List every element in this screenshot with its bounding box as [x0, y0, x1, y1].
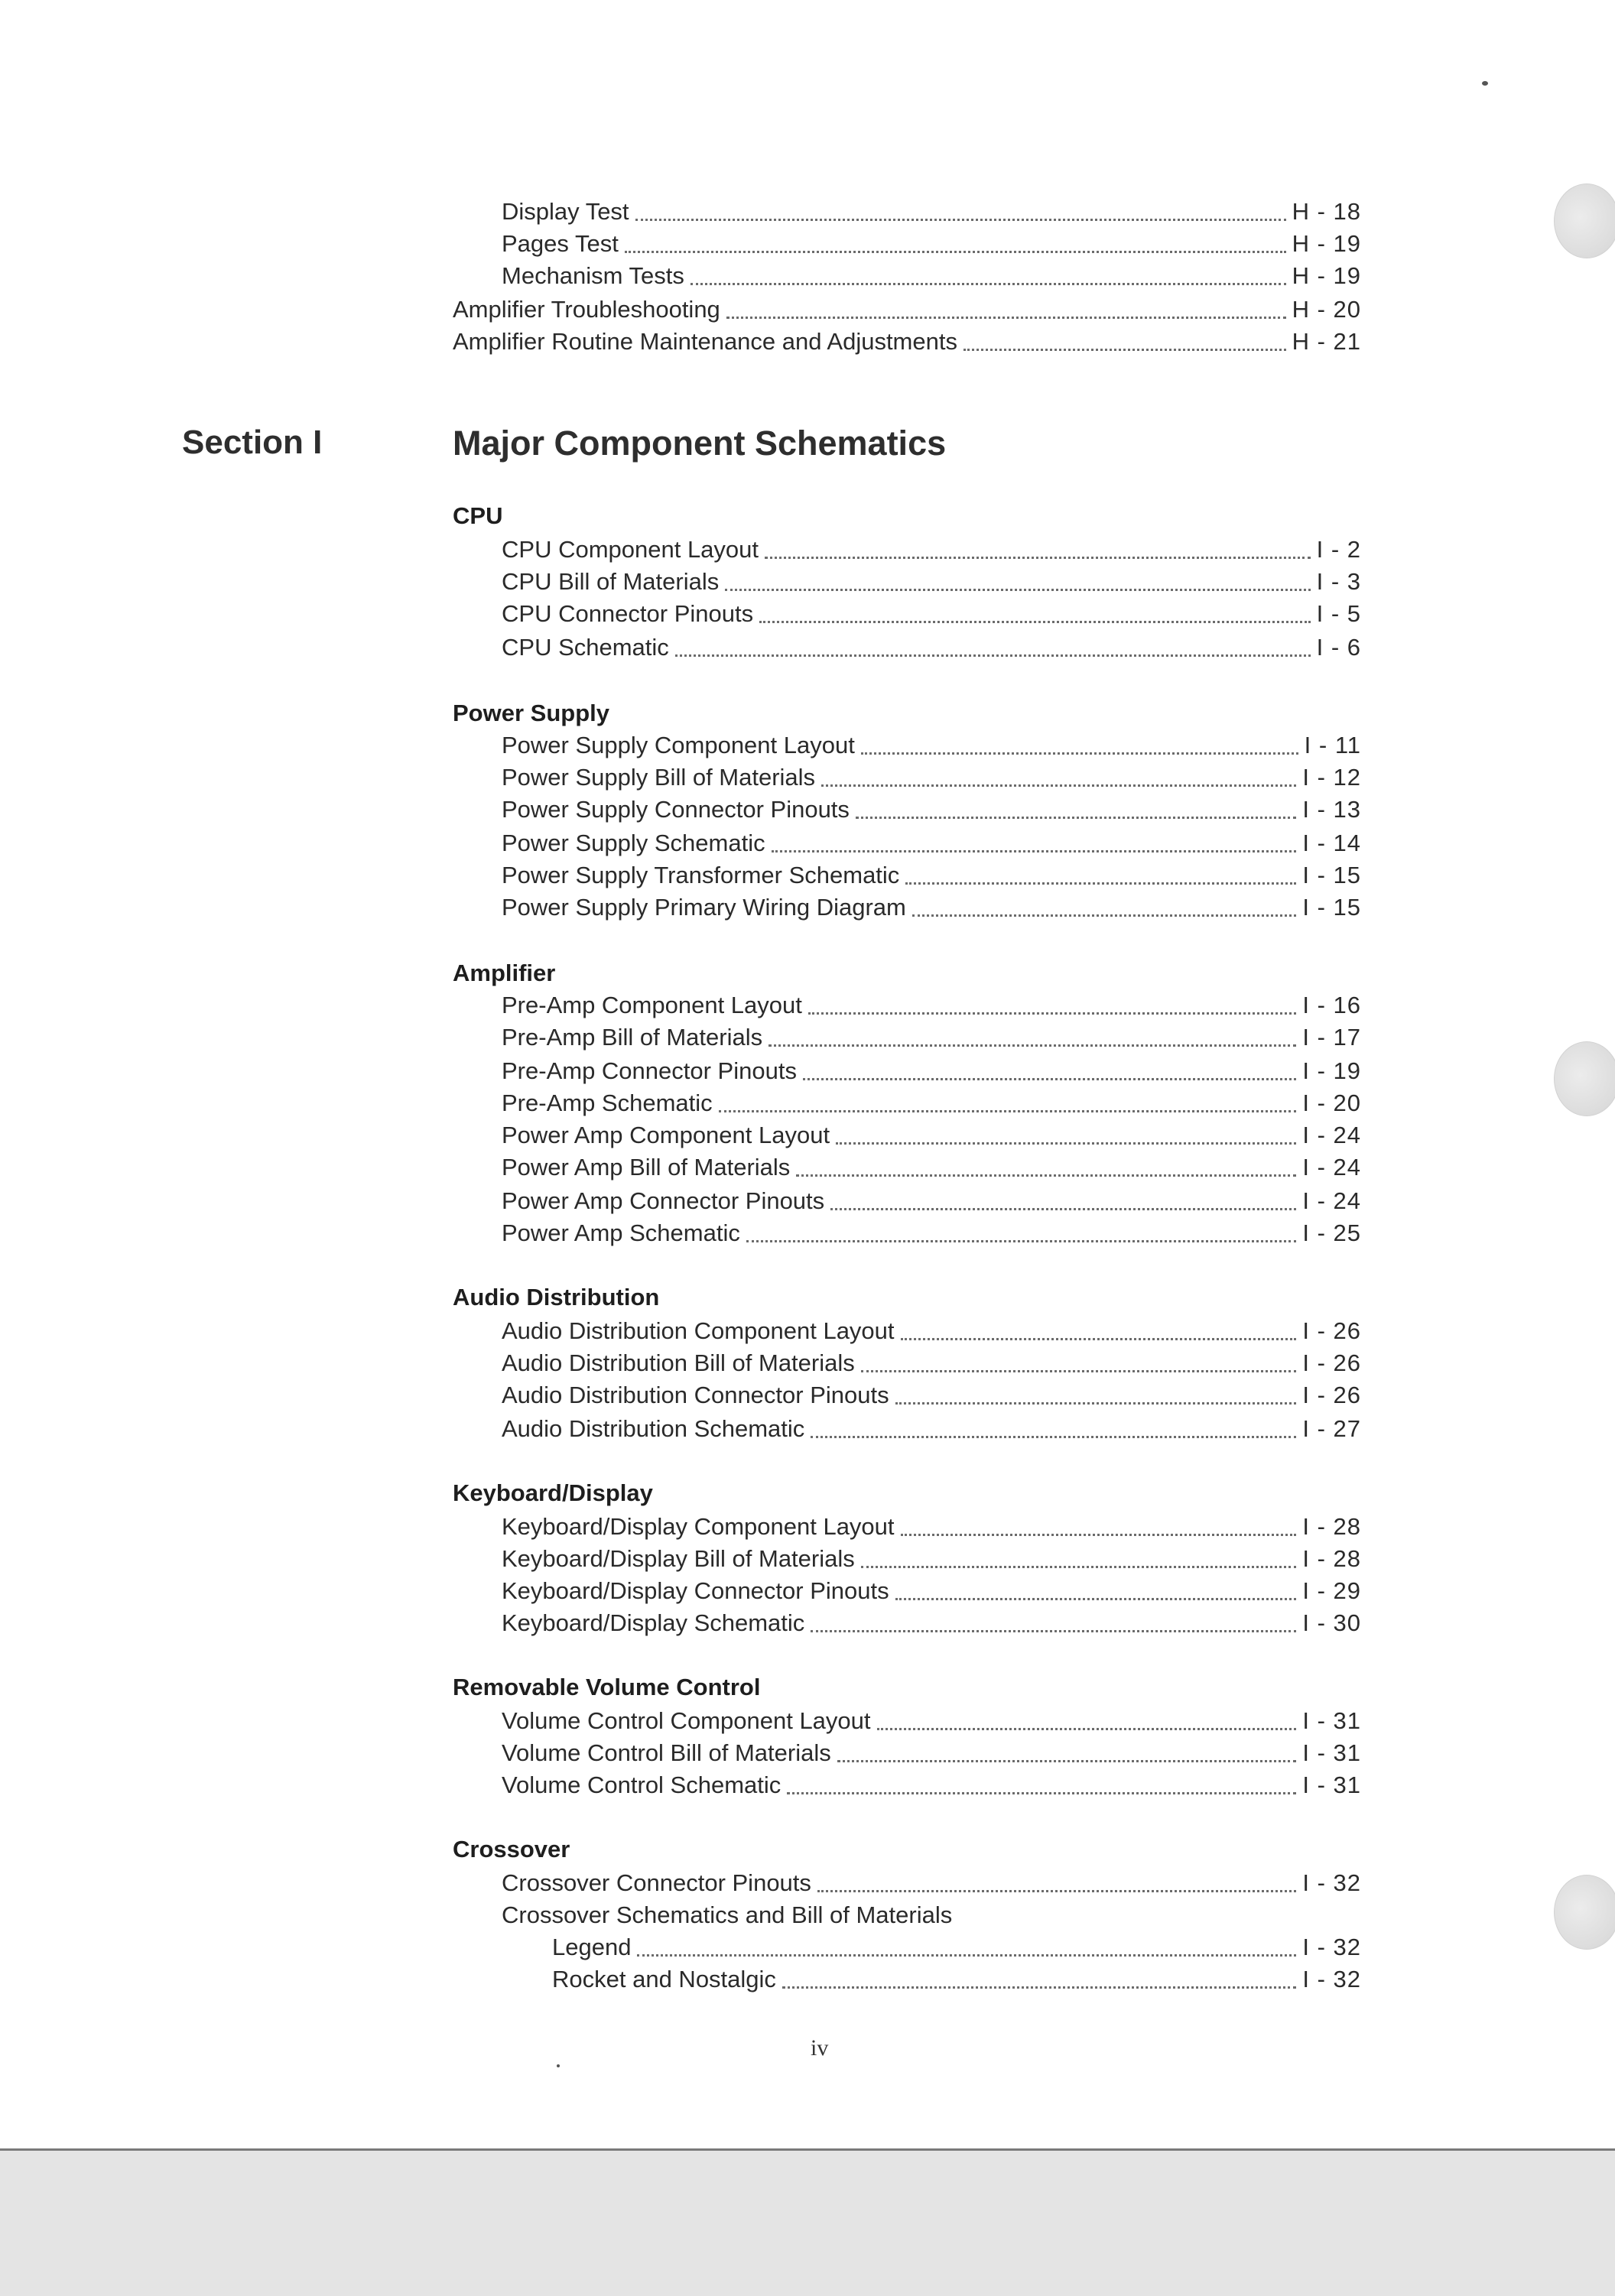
- dot-leader: [905, 876, 1296, 885]
- toc-entry[interactable]: [502, 891, 1361, 924]
- toc-entry[interactable]: [502, 1087, 1361, 1119]
- toc-entry[interactable]: [453, 326, 1361, 358]
- toc-entry-page: I - 32: [1302, 1966, 1361, 1992]
- dot-leader: [691, 277, 1286, 285]
- dot-leader: [726, 310, 1286, 319]
- toc-entry[interactable]: [502, 794, 1361, 826]
- dot-leader: [836, 1136, 1296, 1145]
- toc-entry-title: Rocket and Nostalgic: [552, 1966, 776, 1992]
- dot-leader: [963, 343, 1286, 351]
- group-heading: Removable Volume Control: [453, 1674, 761, 1700]
- toc-entry[interactable]: [502, 1151, 1361, 1184]
- toc-entry-title: CPU Bill of Materials: [502, 568, 720, 595]
- toc-entry-title: Power Amp Connector Pinouts: [502, 1187, 825, 1214]
- dot-leader: [808, 1006, 1296, 1015]
- toc-entry[interactable]: [502, 1737, 1361, 1769]
- toc-entry[interactable]: [502, 566, 1361, 598]
- toc-entry-title: Audio Distribution Schematic: [502, 1415, 805, 1442]
- dot-leader: [746, 1234, 1296, 1242]
- toc-entry-title: Amplifier Routine Maintenance and Adjustments: [453, 328, 957, 355]
- toc-entry-title: Power Amp Bill of Materials: [502, 1154, 791, 1180]
- toc-entry-page: I - 24: [1302, 1154, 1361, 1180]
- toc-entry[interactable]: [502, 1543, 1361, 1575]
- toc-entry-title: Power Supply Schematic: [502, 830, 765, 856]
- toc-entry-page: I - 2: [1316, 536, 1361, 563]
- toc-entry[interactable]: [502, 1347, 1361, 1379]
- punch-hole: [1554, 1041, 1615, 1116]
- section-title: Major Component Schematics: [453, 424, 947, 463]
- toc-entry-page: I - 20: [1302, 1090, 1361, 1116]
- toc-entry[interactable]: [502, 859, 1361, 891]
- toc-entry-title: CPU Component Layout: [502, 536, 759, 563]
- toc-entry-title: Volume Control Component Layout: [502, 1707, 871, 1734]
- toc-entry-title: Pre-Amp Connector Pinouts: [502, 1057, 797, 1084]
- toc-entry-page: I - 24: [1302, 1187, 1361, 1214]
- toc-entry-page: I - 31: [1302, 1739, 1361, 1766]
- toc-entry-title: Power Supply Primary Wiring Diagram: [502, 894, 906, 921]
- toc-entry-page: I - 29: [1302, 1577, 1361, 1604]
- dot-leader: [765, 550, 1311, 559]
- dot-leader: [895, 1592, 1297, 1600]
- toc-entry[interactable]: [502, 1705, 1361, 1737]
- scanner-bed-margin: [0, 2148, 1615, 2296]
- toc-entry-title: Audio Distribution Connector Pinouts: [502, 1382, 889, 1408]
- toc-entry-title: Crossover Schematics and Bill of Materials: [502, 1901, 953, 1928]
- toc-entry-page: I - 26: [1302, 1349, 1361, 1376]
- toc-entry[interactable]: [502, 1867, 1361, 1899]
- dot-leader: [856, 810, 1296, 819]
- toc-entry-page: I - 32: [1302, 1869, 1361, 1896]
- toc-entry-page: I - 14: [1302, 830, 1361, 856]
- toc-entry-title: Pre-Amp Component Layout: [502, 992, 802, 1018]
- toc-entry-page: H - 19: [1292, 230, 1361, 257]
- toc-entry-page: H - 19: [1292, 262, 1361, 289]
- dot-leader: [782, 1980, 1296, 1989]
- toc-entry-title: Legend: [552, 1934, 632, 1960]
- toc-entry-title: Power Amp Component Layout: [502, 1122, 830, 1148]
- toc-entry[interactable]: [502, 1217, 1361, 1249]
- toc-entry-page: I - 27: [1302, 1415, 1361, 1442]
- dot-leader: [675, 648, 1311, 657]
- toc-entry-page: I - 15: [1302, 894, 1361, 921]
- dot-leader: [830, 1202, 1296, 1210]
- toc-entry[interactable]: [502, 228, 1361, 260]
- toc-entry-page: I - 16: [1302, 992, 1361, 1018]
- toc-entry[interactable]: [502, 1769, 1361, 1801]
- toc-entry-page: H - 18: [1292, 198, 1361, 225]
- toc-entry[interactable]: [552, 1931, 1361, 1963]
- scan-speck: [1482, 81, 1488, 86]
- group-heading: Amplifier: [453, 960, 556, 986]
- toc-entry[interactable]: [502, 534, 1361, 566]
- toc-entry-page: I - 30: [1302, 1609, 1361, 1636]
- toc-entry[interactable]: [502, 827, 1361, 859]
- toc-entry-page: I - 11: [1304, 732, 1361, 758]
- toc-entry[interactable]: [502, 1379, 1361, 1411]
- dot-leader: [637, 1948, 1296, 1957]
- toc-entry-title: Power Supply Transformer Schematic: [502, 862, 900, 888]
- dot-leader: [796, 1168, 1296, 1177]
- toc-entry-title: CPU Connector Pinouts: [502, 600, 754, 627]
- punch-hole: [1554, 183, 1615, 258]
- toc-entry-page: I - 24: [1302, 1122, 1361, 1148]
- toc-entry[interactable]: [502, 632, 1361, 664]
- toc-entry-page: I - 3: [1316, 568, 1361, 595]
- dot-leader: [625, 245, 1286, 253]
- section-label: Section I: [182, 424, 323, 461]
- dot-leader: [772, 844, 1297, 852]
- toc-entry-title: Power Supply Bill of Materials: [502, 764, 816, 791]
- group-heading: Keyboard/Display: [453, 1479, 653, 1506]
- dot-leader: [811, 1430, 1296, 1438]
- toc-entry-page: I - 5: [1316, 600, 1361, 627]
- scan-speck: [557, 2064, 560, 2067]
- toc-entry-title: Keyboard/Display Connector Pinouts: [502, 1577, 889, 1604]
- page-number: iv: [811, 2035, 829, 2061]
- toc-entry-title: Volume Control Schematic: [502, 1772, 782, 1798]
- dot-leader: [759, 615, 1310, 623]
- toc-entry[interactable]: [502, 260, 1361, 292]
- toc-entry[interactable]: [502, 1511, 1361, 1543]
- toc-entry-page: I - 17: [1302, 1024, 1361, 1051]
- toc-entry-page: I - 6: [1316, 634, 1361, 661]
- toc-entry[interactable]: [502, 1119, 1361, 1151]
- dot-leader: [803, 1072, 1296, 1080]
- toc-entry-page: I - 26: [1302, 1382, 1361, 1408]
- toc-entry-title: Audio Distribution Component Layout: [502, 1317, 895, 1344]
- toc-entry-title: Keyboard/Display Bill of Materials: [502, 1545, 855, 1572]
- dot-leader: [769, 1038, 1296, 1047]
- toc-entry-page: I - 32: [1302, 1934, 1361, 1960]
- toc-entry-title: Power Supply Connector Pinouts: [502, 796, 850, 823]
- toc-entry[interactable]: [502, 729, 1361, 762]
- toc-entry-page: I - 26: [1302, 1317, 1361, 1344]
- dot-leader: [837, 1754, 1297, 1762]
- toc-entry-title: Keyboard/Display Component Layout: [502, 1513, 895, 1540]
- toc-subheading[interactable]: [502, 1899, 1361, 1931]
- toc-entry-page: I - 13: [1302, 796, 1361, 823]
- dot-leader: [821, 778, 1296, 787]
- toc-entry-title: Pages Test: [502, 230, 619, 257]
- toc-entry-title: Pre-Amp Bill of Materials: [502, 1024, 763, 1051]
- toc-entry-title: Keyboard/Display Schematic: [502, 1609, 805, 1636]
- group-heading: Power Supply: [453, 700, 609, 726]
- toc-entry-page: I - 15: [1302, 862, 1361, 888]
- group-heading: Crossover: [453, 1836, 570, 1862]
- dot-leader: [787, 1786, 1296, 1794]
- toc-entry[interactable]: [502, 1055, 1361, 1087]
- toc-entry-title: Pre-Amp Schematic: [502, 1090, 713, 1116]
- group-heading: CPU: [453, 502, 503, 529]
- toc-entry[interactable]: [502, 598, 1361, 630]
- toc-entry[interactable]: [502, 1185, 1361, 1217]
- dot-leader: [877, 1722, 1297, 1730]
- dot-leader: [861, 746, 1298, 755]
- dot-leader: [901, 1528, 1297, 1536]
- dot-leader: [861, 1560, 1297, 1568]
- dot-leader: [719, 1104, 1297, 1112]
- toc-entry-title: CPU Schematic: [502, 634, 669, 661]
- dot-leader: [912, 908, 1296, 917]
- toc-entry-title: Audio Distribution Bill of Materials: [502, 1349, 855, 1376]
- toc-entry-page: I - 19: [1302, 1057, 1361, 1084]
- toc-entry[interactable]: [502, 1315, 1361, 1347]
- toc-entry[interactable]: [502, 1021, 1361, 1054]
- toc-entry-page: I - 25: [1302, 1219, 1361, 1246]
- toc-entry[interactable]: [502, 989, 1361, 1021]
- toc-entry[interactable]: [502, 196, 1361, 228]
- toc-entry-title: Power Supply Component Layout: [502, 732, 855, 758]
- toc-entry-page: I - 28: [1302, 1545, 1361, 1572]
- toc-entry-title: Power Amp Schematic: [502, 1219, 740, 1246]
- toc-entry-page: I - 28: [1302, 1513, 1361, 1540]
- dot-leader: [861, 1364, 1297, 1372]
- dot-leader: [725, 583, 1310, 591]
- toc-entry-title: Display Test: [502, 198, 629, 225]
- dot-leader: [817, 1884, 1296, 1892]
- toc-entry-page: I - 31: [1302, 1707, 1361, 1734]
- toc-entry-page: I - 12: [1302, 764, 1361, 791]
- toc-entry-page: H - 20: [1292, 296, 1361, 323]
- toc-entry-title: Crossover Connector Pinouts: [502, 1869, 811, 1896]
- toc-entry-title: Volume Control Bill of Materials: [502, 1739, 831, 1766]
- toc-entry[interactable]: [502, 762, 1361, 794]
- dot-leader: [901, 1332, 1297, 1340]
- toc-entry[interactable]: [502, 1607, 1361, 1639]
- group-heading: Audio Distribution: [453, 1284, 660, 1310]
- toc-entry-page: H - 21: [1292, 328, 1361, 355]
- toc-entry[interactable]: [502, 1575, 1361, 1607]
- toc-entry-title: Mechanism Tests: [502, 262, 684, 289]
- toc-entry[interactable]: [552, 1963, 1361, 1996]
- punch-hole: [1554, 1875, 1615, 1950]
- dot-leader: [635, 213, 1286, 221]
- toc-entry-page: I - 31: [1302, 1772, 1361, 1798]
- dot-leader: [811, 1624, 1296, 1632]
- toc-entry[interactable]: [502, 1413, 1361, 1445]
- toc-entry[interactable]: [453, 294, 1361, 326]
- toc-entry-title: Amplifier Troubleshooting: [453, 296, 720, 323]
- dot-leader: [895, 1396, 1297, 1405]
